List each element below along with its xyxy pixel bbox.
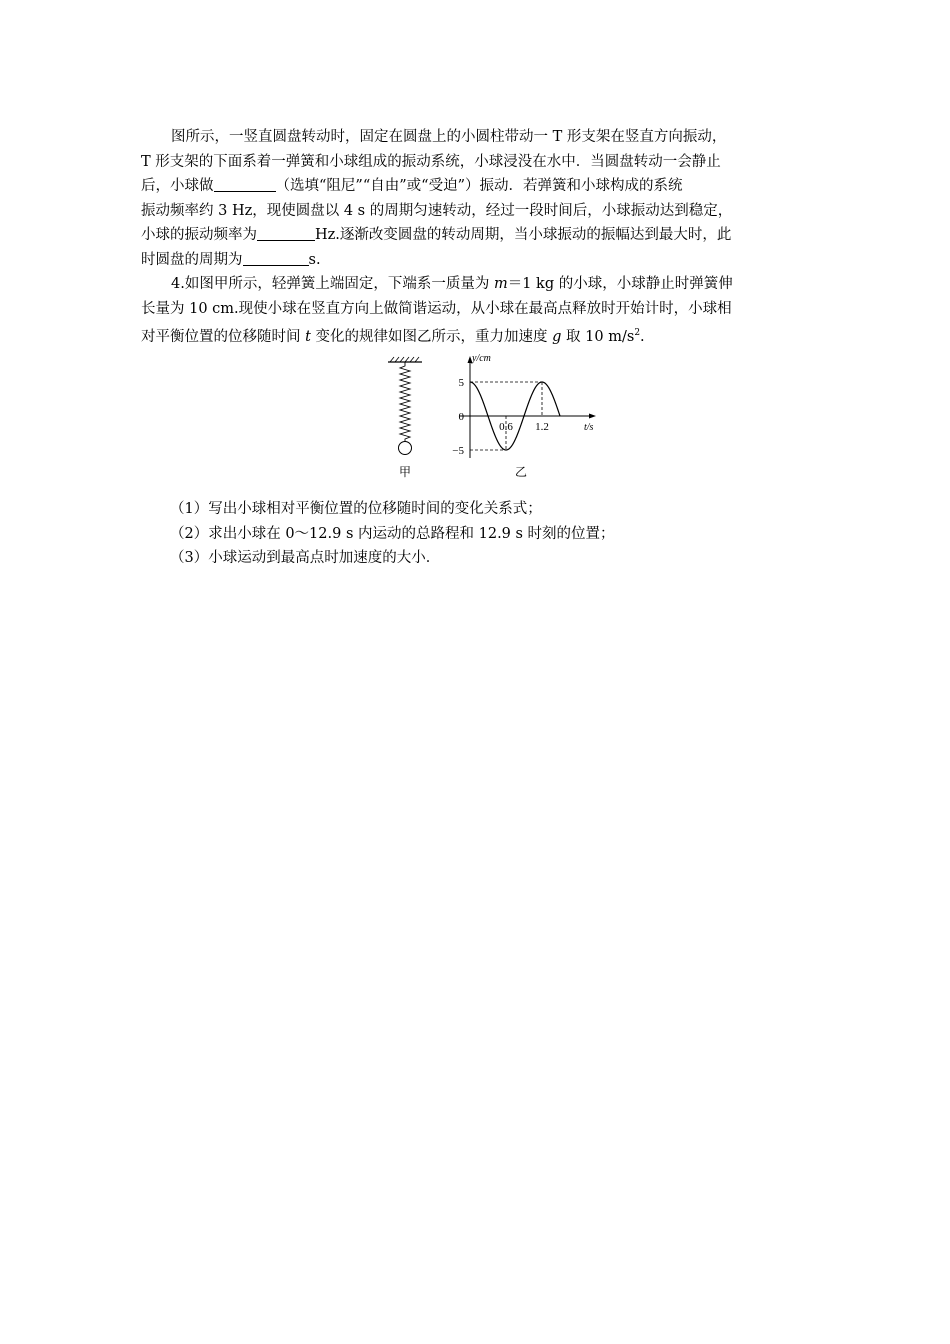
q4-line-3-b: 变化的规律如图乙所示，重力加速度	[310, 329, 553, 346]
label-yi: 乙	[514, 465, 528, 479]
q4-line-3-a: 对平衡位置的位移随时间	[141, 329, 306, 346]
q3-line-6-end: s.	[308, 251, 321, 268]
spring-diagram	[388, 357, 422, 479]
y-axis-label: y/cm	[472, 353, 491, 364]
answer-blank-1[interactable]	[214, 177, 276, 192]
q3-line-3	[141, 174, 811, 199]
q3-line-6-start: 时圆盘的周期为	[141, 251, 243, 268]
answer-blank-2[interactable]	[257, 226, 315, 241]
q3-line-3-start: 后，小球做	[141, 178, 214, 195]
gravity-symbol: g	[552, 329, 562, 346]
q4-line-2: 长量为 10 cm.现使小球在竖直方向上做简谐运动，从小球在最高点释放时开始计时，小球相	[141, 300, 732, 317]
q3-line-5-end: Hz.逐渐改变圆盘的转动周期，当小球振动的振幅达到最大时，此	[315, 227, 732, 244]
q4-line-1	[141, 272, 811, 297]
q4-line-3-d: .	[640, 329, 645, 346]
time-symbol: t	[305, 329, 311, 346]
answer-blank-3[interactable]	[243, 251, 309, 266]
q3-line-6	[141, 248, 811, 273]
q3-line-3-end: （选填“阻尼”“自由”或“受迫”）振动．若弹簧和小球构成的系统	[275, 178, 683, 195]
sub-question-2: （2）求出小球在 0～12.9 s 内运动的总路程和 12.9 s 时刻的位置；	[170, 525, 615, 542]
q4-line-1-start: 4.如图甲所示，轻弹簧上端固定，下端系一质量为	[171, 276, 494, 292]
x-axis-label: t/s	[584, 422, 594, 433]
sub-question-3: （3）小球运动到最高点时加速度的大小．	[170, 550, 441, 567]
ceiling-hatch	[390, 357, 419, 362]
q3-line-2: T 形支架的下面系着一弹簧和小球组成的振动系统，小球浸没在水中．当圆盘转动一会静止	[141, 153, 721, 170]
sub-questions	[170, 497, 615, 571]
tick-0: 0	[458, 411, 464, 423]
question-3-text	[141, 125, 811, 273]
ball	[399, 442, 412, 455]
label-jia: 甲	[398, 465, 412, 479]
sub-question-1: （1）写出小球相对平衡位置的位移随时间的变化关系式；	[170, 501, 542, 517]
q4-line-1-end: ＝1 kg 的小球，小球静止时弹簧伸	[507, 276, 733, 292]
spring-coil	[400, 362, 410, 442]
unit-exponent: 2	[634, 328, 641, 339]
q3-line-5-start: 小球的振动频率为	[141, 227, 257, 244]
q4-line-3-c: 取 10 m/s	[561, 329, 635, 346]
tick-1-2: 1.2	[535, 421, 549, 433]
q3-line-5	[141, 223, 811, 248]
tick-0-6: 0.6	[499, 421, 513, 433]
q4-line-3	[141, 321, 811, 349]
figure-svg	[380, 352, 600, 482]
q3-line-4: 振动频率约 3 Hz，现使圆盘以 4 s 的周期匀速转动，经过一段时间后，小球振动达到稳定，	[141, 202, 733, 219]
question-4-text	[141, 272, 811, 350]
q3-line-1: 图所示，一竖直圆盘转动时，固定在圆盘上的小圆柱带动一 T 形支架在竖直方向振动，	[171, 129, 727, 145]
displacement-graph	[452, 353, 596, 479]
figure-spring-and-graph	[380, 352, 600, 482]
mass-symbol: m	[493, 276, 508, 292]
x-axis-arrow	[589, 414, 596, 419]
tick-5: 5	[458, 377, 464, 389]
tick-minus-5: −5	[452, 445, 464, 457]
